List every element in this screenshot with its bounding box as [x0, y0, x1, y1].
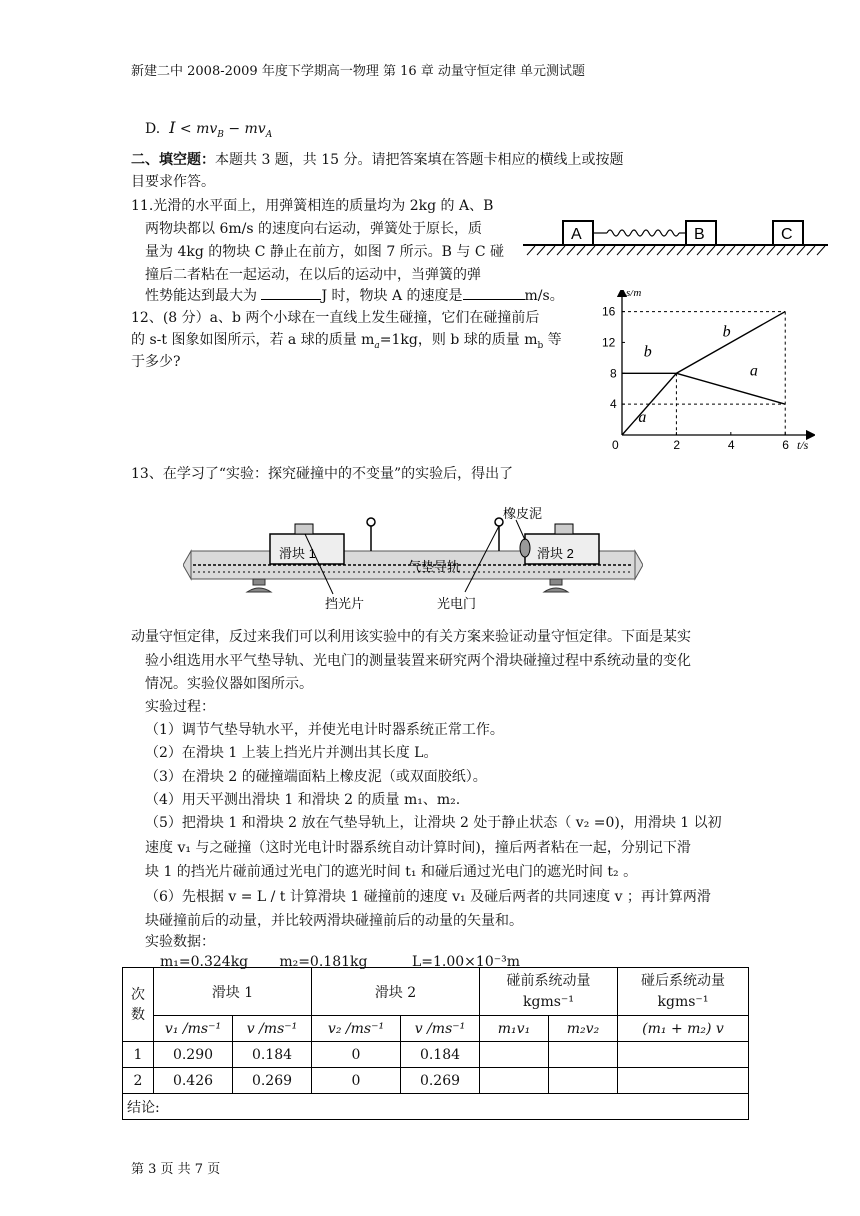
- series-label-a: a: [749, 362, 758, 380]
- q12-line1: 12、(8 分）a、b 两个小球在一直线上发生碰撞，它们在碰撞前后: [131, 310, 540, 326]
- photogate-2: [495, 518, 503, 551]
- conclusion-cell: 结论:: [123, 1094, 749, 1120]
- x-tick-label: 0: [612, 438, 619, 452]
- col-before: 碰前系统动量 kgms⁻¹: [480, 968, 618, 1016]
- x-axis-label: t/s: [797, 438, 809, 452]
- section-2-intro: 二、填空题：本题共 3 题，共 15 分。请把答案填在答题卡相应的横线上或按题: [131, 152, 624, 168]
- sub-m2v2: m₂v₂: [549, 1016, 618, 1042]
- q12-line3: 于多少?: [131, 354, 181, 370]
- col-slider2: 滑块 2: [312, 968, 480, 1016]
- table-row: 1 0.290 0.184 0 0.184: [123, 1042, 749, 1068]
- x-tick-label: 4: [727, 438, 735, 452]
- y-axis-label: s/m: [626, 290, 642, 299]
- col-slider1: 滑块 1: [154, 968, 312, 1016]
- svg-text:橡皮泥: 橡皮泥: [503, 506, 543, 521]
- q11-line5: 性势能达到最大为 J 时，物块 A 的速度是 m/s。: [145, 288, 564, 304]
- sub-total: (m₁ + m₂) v: [618, 1016, 749, 1042]
- y-tick-label: 16: [602, 304, 616, 319]
- q13-para3: 情况。实验仪器如图所示。: [145, 676, 313, 692]
- q13-step5a: （5）把滑块 1 和滑块 2 放在气垫导轨上，让滑块 2 处于静止状态（ v₂ =0)，用滑块 1 以初: [145, 815, 722, 831]
- col-count: 次数: [123, 968, 154, 1042]
- x-tick-label: 6: [782, 438, 789, 452]
- sub-v-2: v /ms⁻¹: [401, 1016, 480, 1042]
- q11-line2: 两物块都以 6m/s 的速度向右运动，弹簧处于原长，质: [145, 221, 482, 237]
- air-track-figure: [183, 496, 643, 616]
- series-label-b: b: [643, 343, 652, 361]
- svg-text:气垫导轨: 气垫导轨: [408, 559, 461, 574]
- q13-step4: （4）用天平测出滑块 1 和滑块 2 的质量 m₁、m₂.: [145, 792, 461, 808]
- st-chart: [600, 290, 815, 460]
- y-tick-label: 4: [610, 397, 617, 412]
- svg-text:C: C: [781, 226, 793, 243]
- y-tick-label: 8: [610, 366, 617, 381]
- clay: [520, 539, 530, 557]
- page-footer: 第 3 页 共 7 页: [131, 1162, 221, 1177]
- sub-v2: v₂ /ms⁻¹: [312, 1016, 401, 1042]
- q13-process-title: 实验过程：: [145, 699, 215, 715]
- experiment-table: [122, 967, 749, 1120]
- q13-data-title: 实验数据：: [145, 934, 215, 950]
- svg-text:滑块 1: 滑块 1: [279, 546, 316, 561]
- svg-text:挡光片: 挡光片: [325, 596, 365, 611]
- svg-text:A: A: [571, 226, 582, 243]
- spring: [593, 230, 686, 236]
- q13-step1: （1）调节气垫导轨水平，并使光电计时器系统正常工作。: [145, 722, 504, 738]
- y-tick-label: 12: [602, 335, 616, 350]
- q13-step6a: （6）先根据 v = L / t 计算滑块 1 碰撞前的速度 v₁ 及碰后两者的共同速度 v ；再计算两滑: [145, 889, 711, 905]
- q13-para2: 验小组选用水平气垫导轨、光电门的测量装置来研究两个滑块碰撞过程中系统动量的变化: [145, 653, 691, 669]
- svg-text:光电门: 光电门: [437, 596, 477, 611]
- table-row: 2 0.426 0.269 0 0.269: [123, 1068, 749, 1094]
- option-d: D. $I < mv_B - mv_A$: [145, 118, 273, 140]
- q13-step5c: 块 1 的挡光片碰前通过光电门的遮光时间 t₁ 和碰后通过光电门的遮光时间 t₂ 。: [145, 864, 638, 880]
- section-2-intro-cont: 目要求作答。: [131, 174, 215, 190]
- q13-step5b: 速度 v₁ 与之碰撞（这时光电计时器系统自动计算时间)，撞后两者粘在一起，分别记下滑: [145, 840, 691, 856]
- q11-figure: [519, 207, 832, 257]
- svg-text:滑块 2: 滑块 2: [537, 546, 574, 561]
- q13-step6b: 块碰撞前后的动量，并比较两滑块碰撞前后的动量的矢量和。: [145, 913, 523, 929]
- sub-m1v1: m₁v₁: [480, 1016, 549, 1042]
- photogate-1: [367, 518, 375, 551]
- col-after: 碰后系统动量 kgms⁻¹: [618, 968, 749, 1016]
- q11-line4: 撞后二者粘在一起运动，在以后的运动中，当弹簧的弹: [145, 267, 481, 283]
- svg-text:B: B: [694, 226, 705, 243]
- q11-line1: 11.光滑的水平面上，用弹簧相连的质量均为 2kg 的 A、B: [131, 198, 494, 214]
- series-label-a: a: [638, 408, 647, 426]
- q13-para1: 动量守恒定律，反过来我们可以利用该实验中的有关方案来验证动量守恒定律。下面是某实: [131, 629, 691, 645]
- sub-v1: v₁ /ms⁻¹: [154, 1016, 233, 1042]
- x-tick-label: 2: [673, 438, 681, 452]
- q11-line3: 量为 4kg 的物块 C 静止在前方，如图 7 所示。B 与 C 碰: [145, 244, 505, 260]
- q13-step2: （2）在滑块 1 上装上挡光片并测出其长度 L。: [145, 745, 438, 761]
- q12-line2: 的 s-t 图象如图所示，若 a 球的质量 $m_a=1kg$，则 b 球的质量 $m_b$ 等: [131, 332, 562, 351]
- sub-v: v /ms⁻¹: [233, 1016, 312, 1042]
- page-header: 新建二中 2008-2009 年度下学期高一物理 第 16 章 动量守恒定律 单元测试题: [131, 64, 586, 79]
- series-label-b: b: [722, 323, 731, 341]
- q13-line1: 13、在学习了“实验：探究碰撞中的不变量”的实验后，得出了: [131, 466, 514, 482]
- q13-constants: m₁=0.324kg m₂=0.181kg L=1.00×10⁻³m: [160, 954, 521, 970]
- light-flag: [295, 524, 313, 534]
- q13-step3: （3）在滑块 2 的碰撞端面粘上橡皮泥（或双面胶纸）。: [145, 769, 487, 785]
